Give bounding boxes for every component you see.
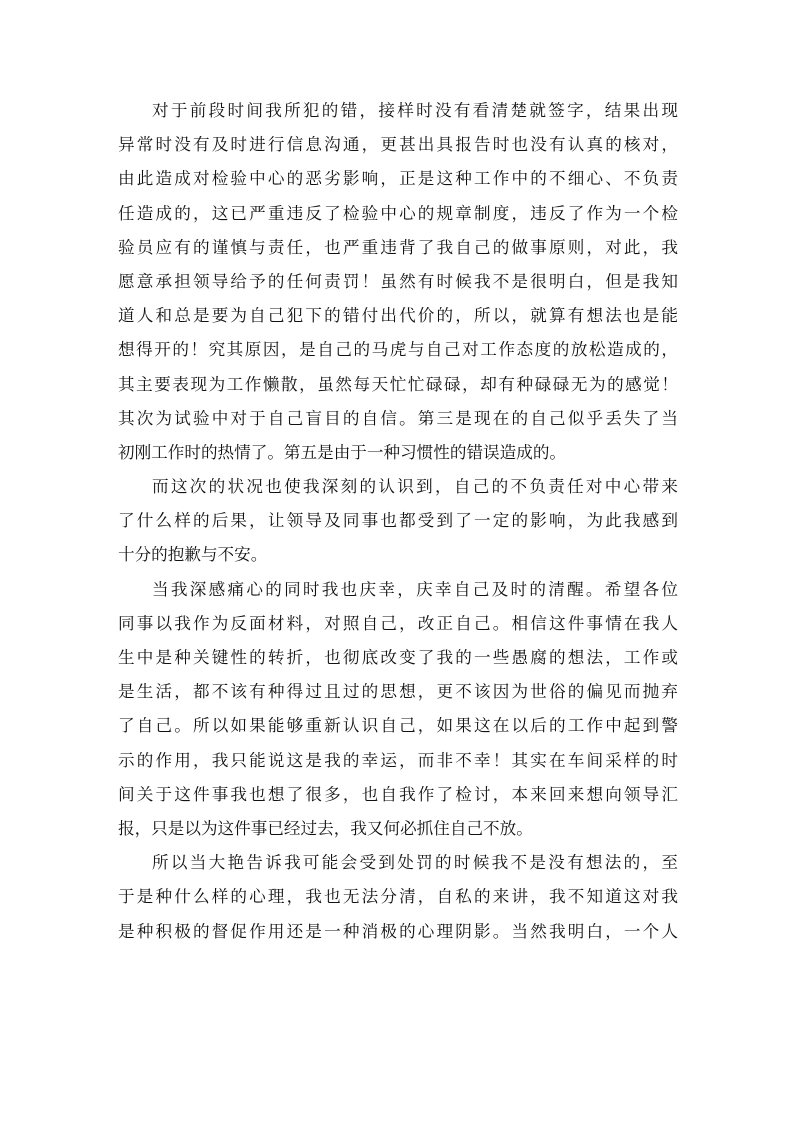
text-line: 了什么样的后果，让领导及同事也都受到了一定的影响，为此我感到	[118, 511, 678, 531]
paragraph-3	[118, 573, 678, 847]
text-line: 是种积极的督促作用还是一种消极的心理阴影。当然我明白，一个人	[118, 921, 678, 941]
text-line: 了自己。所以如果能够重新认识自己，如果这在以后的工作中起到警	[118, 716, 678, 736]
text-line: 异常时没有及时进行信息沟通，更甚出具报告时也没有认真的核对，	[118, 135, 678, 155]
text-line: 对于前段时间我所犯的错，接样时没有看清楚就签字，结果出现	[152, 101, 678, 120]
text-line: 验员应有的谨慎与责任，也严重违背了我自己的做事原则，对此，我	[118, 237, 678, 257]
paragraph-2	[118, 470, 678, 573]
text-line: 间关于这件事我也想了很多，也自我作了检讨，本来回来想向领导汇	[118, 784, 678, 804]
text-line: 由此造成对检验中心的恶劣影响，正是这种工作中的不细心、不负责	[118, 169, 678, 189]
text-line: 报，只是以为这件事已经过去，我又何必抓住自己不放。	[118, 818, 533, 838]
text-line: 当我深感痛心的同时我也庆幸，庆幸自己及时的清醒。希望各位	[152, 579, 678, 599]
text-line: 而这次的状况也使我深刻的认识到，自己的不负责任对中心带来	[152, 477, 678, 497]
text-line: 其次为试验中对于自己盲目的自信。第三是现在的自己似乎丢失了当	[118, 408, 678, 428]
text-line: 想得开的！究其原因，是自己的马虎与自己对工作态度的放松造成的，	[118, 340, 678, 360]
text-line: 任造成的，这已严重违反了检验中心的规章制度，违反了作为一个检	[118, 203, 678, 223]
text-line: 十分的抱歉与不安。	[118, 545, 268, 565]
text-line: 愿意承担领导给予的任何责罚！虽然有时候我不是很明白，但是我知	[118, 271, 678, 291]
text-line: 于是种什么样的心理，我也无法分清，自私的来讲，我不知道这对我	[118, 887, 678, 907]
text-line: 是生活，都不该有种得过且过的思想，更不该因为世俗的偏见而抛弃	[118, 682, 678, 702]
text-line: 初刚工作时的热情了。第五是由于一种习惯性的错误造成的。	[118, 442, 567, 462]
text-line: 所以当大艳告诉我可能会受到处罚的时候我不是没有想法的，至	[152, 853, 678, 873]
paragraph-4	[118, 846, 678, 949]
paragraph-1	[118, 94, 678, 470]
text-line: 道人和总是要为自己犯下的错付出代价的，所以，就算有想法也是能	[118, 306, 678, 326]
text-line: 生中是种关键性的转折，也彻底改变了我的一些愚腐的想法，工作或	[118, 648, 678, 667]
text-line: 同事以我作为反面材料，对照自己，改正自己。相信这件事情在我人	[118, 613, 678, 633]
text-line: 其主要表现为工作懒散，虽然每天忙忙碌碌，却有种碌碌无为的感觉！	[118, 374, 678, 394]
text-line: 示的作用，我只能说这是我的幸运，而非不幸！其实在车间采样的时	[118, 750, 678, 770]
document-body	[118, 94, 678, 949]
